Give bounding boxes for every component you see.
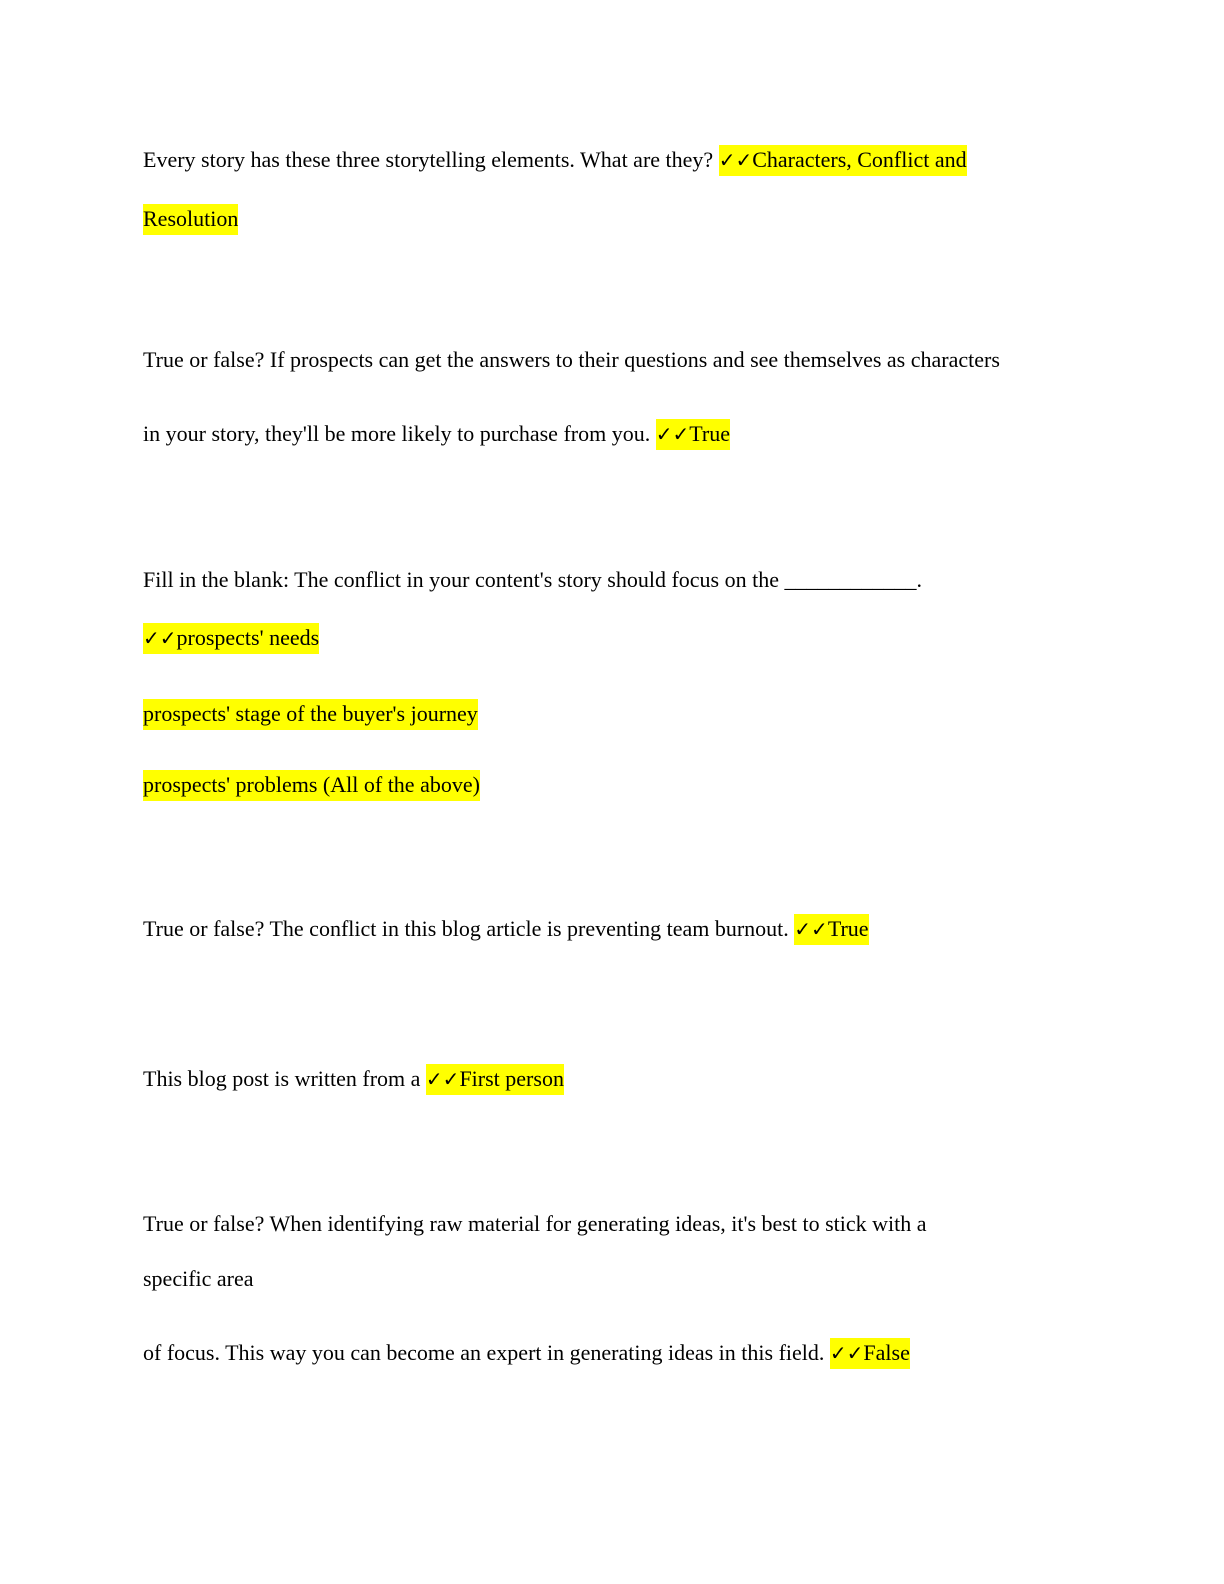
q6-question-text-2: specific area bbox=[143, 1266, 254, 1291]
q4-answer-text: True bbox=[827, 916, 869, 941]
q1-answer-line bbox=[143, 202, 238, 236]
q1-answer-text: Characters, Conflict and bbox=[752, 147, 967, 172]
q3-option-1-highlight bbox=[143, 623, 319, 654]
q3-option-1-line bbox=[143, 621, 319, 655]
q5-question-text: This blog post is written from a bbox=[143, 1066, 426, 1091]
double-check-icon: ✓✓ bbox=[143, 626, 177, 650]
q4-question-line bbox=[143, 912, 869, 946]
q5-question-line bbox=[143, 1062, 564, 1096]
q3-option-3-line bbox=[143, 768, 480, 802]
q2-answer-text: True bbox=[689, 421, 730, 446]
q6-answer-text: False bbox=[863, 1340, 910, 1365]
q3-option-2-text: prospects' stage of the buyer's journey bbox=[143, 699, 478, 730]
q3-question-line bbox=[143, 563, 922, 597]
q1-answer-continuation: Resolution bbox=[143, 204, 238, 235]
q3-option-2-line bbox=[143, 697, 478, 731]
q2-question-text-1: True or false? If prospects can get the answers to their questions and see themselves as characters bbox=[143, 347, 1000, 372]
q4-answer-highlight bbox=[794, 914, 868, 945]
q6-question-line-2 bbox=[143, 1262, 254, 1296]
q3-question-text: Fill in the blank: The conflict in your content's story should focus on the ____________. bbox=[143, 567, 922, 592]
q6-answer-highlight bbox=[830, 1338, 910, 1369]
q6-question-text-3: of focus. This way you can become an expert in generating ideas in this field. bbox=[143, 1340, 830, 1365]
q5-answer-text: First person bbox=[459, 1066, 564, 1091]
q2-question-line-2 bbox=[143, 417, 730, 451]
double-check-icon: ✓✓ bbox=[829, 1341, 864, 1365]
double-check-icon: ✓✓ bbox=[718, 148, 753, 172]
q2-question-line-1 bbox=[143, 343, 1000, 377]
q1-question-line bbox=[143, 143, 967, 177]
q2-question-text-2: in your story, they'll be more likely to purchase from you. bbox=[143, 421, 656, 446]
q6-question-line-1 bbox=[143, 1207, 927, 1241]
q5-answer-highlight bbox=[426, 1064, 564, 1095]
q1-answer-highlight bbox=[719, 145, 967, 176]
double-check-icon: ✓✓ bbox=[655, 422, 690, 446]
q3-option-1-text: prospects' needs bbox=[176, 625, 320, 650]
q4-question-text: True or false? The conflict in this blog article is preventing team burnout. bbox=[143, 916, 795, 941]
q1-question-text: Every story has these three storytelling elements. What are they? bbox=[143, 147, 719, 172]
q6-question-line-3 bbox=[143, 1336, 910, 1370]
double-check-icon: ✓✓ bbox=[425, 1067, 460, 1091]
double-check-icon: ✓✓ bbox=[794, 917, 828, 941]
q3-option-3-text: prospects' problems (All of the above) bbox=[143, 770, 480, 801]
q2-answer-highlight bbox=[656, 419, 730, 450]
q6-question-text-1: True or false? When identifying raw material for generating ideas, it's best to stick with a bbox=[143, 1211, 927, 1236]
